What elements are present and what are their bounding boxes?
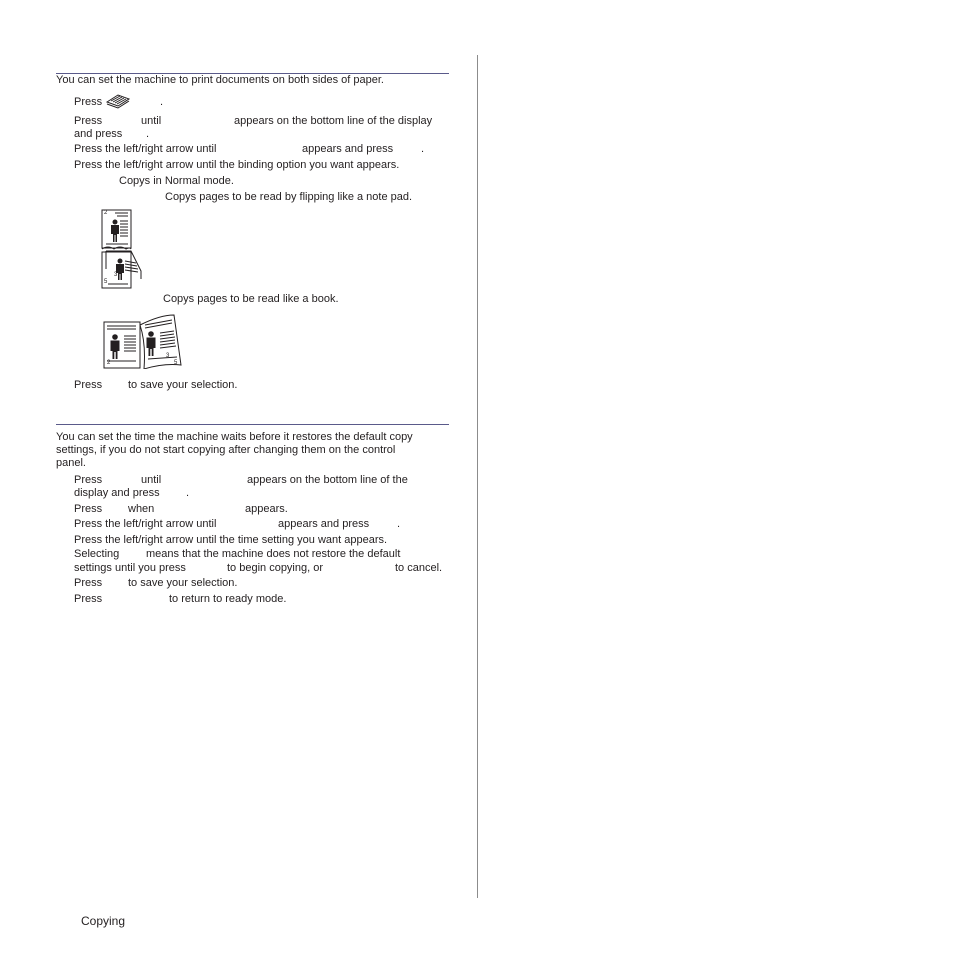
t-step3-appears: appears and press	[278, 518, 370, 530]
duplex-copy-icon	[105, 93, 131, 109]
section-rule-timeout	[56, 424, 449, 425]
short-edge-page-num-top: 2	[104, 210, 108, 216]
t-step3-text: Press the left/right arrow until	[74, 518, 217, 530]
long-edge-illustration	[102, 313, 184, 369]
option-normal-desc: Copys in Normal mode.	[119, 175, 234, 187]
timeout-intro-line3: panel.	[56, 457, 86, 469]
step4-text: Press the left/right arrow until the binding option you want appears.	[74, 159, 400, 171]
timeout-intro-line1: You can set the time the machine waits before it restores the default copy	[56, 431, 413, 443]
duplex-intro: You can set the machine to print documents on both sides of paper.	[56, 74, 384, 86]
step1-press: Press	[74, 96, 103, 108]
short-edge-illustration	[100, 209, 144, 289]
step5-rest: to save your selection.	[128, 379, 238, 391]
t-step5-press: Press	[74, 577, 103, 589]
short-edge-page-num-bottom: 5	[104, 279, 108, 285]
t-step5-rest: to save your selection.	[128, 577, 238, 589]
step3-appears: appears and press	[302, 143, 394, 155]
t-step3-period: .	[397, 518, 401, 530]
step2-press: Press	[74, 115, 103, 127]
t-step6-rest: to return to ready mode.	[169, 593, 287, 605]
long-edge-page-num-mid: 3	[166, 353, 170, 359]
step2-and-press: and press	[74, 128, 123, 140]
step2-until: until	[141, 115, 162, 127]
long-edge-page-num-right: 5	[174, 360, 178, 366]
t-step2-press: Press	[74, 503, 103, 515]
t-step1-until: until	[141, 474, 162, 486]
t-step1-appears: appears on the bottom line of the	[247, 474, 408, 486]
long-edge-page-num-left: 2	[107, 360, 111, 366]
t-step4-selecting: Selecting	[74, 548, 120, 560]
step5-press: Press	[74, 379, 103, 391]
t-step4-line2b: to begin copying, or	[227, 562, 324, 574]
t-step4-line2c: to cancel.	[395, 562, 443, 574]
t-step2-appears: appears.	[245, 503, 288, 515]
t-step1-period: .	[186, 487, 190, 499]
t-step4-means: means that the machine does not restore the default	[146, 548, 401, 560]
t-step1-line2: display and press	[74, 487, 160, 499]
t-step1-press: Press	[74, 474, 103, 486]
step3-text: Press the left/right arrow until	[74, 143, 217, 155]
step3-period: .	[421, 143, 425, 155]
footer-chapter-label: Copying	[81, 914, 126, 928]
step2-period: .	[146, 128, 150, 140]
option-short-edge-desc: Copys pages to be read by flipping like a note pad.	[165, 191, 413, 203]
column-divider	[477, 55, 478, 898]
timeout-intro-line2: settings, if you do not start copying after changing them on the control	[56, 444, 396, 456]
option-long-edge-desc: Copys pages to be read like a book.	[163, 293, 339, 305]
t-step2-when: when	[128, 503, 155, 515]
t-step4-line2a: settings until you press	[74, 562, 186, 574]
step2-appears: appears on the bottom line of the display	[234, 115, 433, 127]
t-step4-text: Press the left/right arrow until the time setting you want appears.	[74, 534, 388, 546]
step1-period: .	[160, 96, 164, 108]
short-edge-page-num-mid: 3	[114, 272, 118, 278]
t-step6-press: Press	[74, 593, 103, 605]
